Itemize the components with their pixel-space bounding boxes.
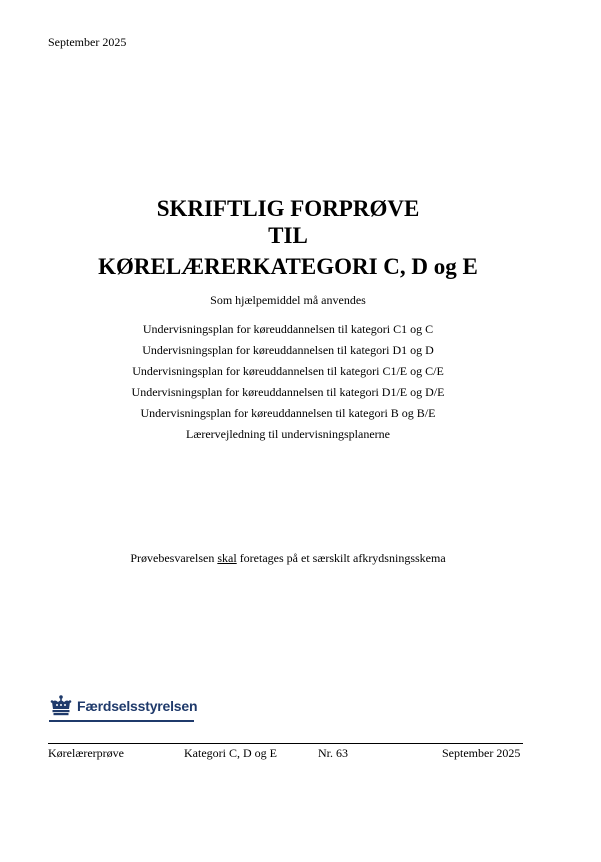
aids-item: Lærervejledning til undervisningsplanerne [186,427,390,441]
answer-note-emphasis: skal [217,551,237,565]
logo-underline [49,720,194,722]
answer-note-start: Prøvebesvarelsen [130,551,218,565]
title-line-1: SKRIFTLIG FORPRØVE [156,196,420,221]
footer-exam: Kørelærerprøve [48,746,124,760]
aids-item: Undervisningsplan for køreuddannelsen til kategori D1/E og D/E [131,385,445,399]
footer-category: Kategori C, D og E [184,746,277,760]
header-date: September 2025 [48,35,127,49]
crown-icon [49,694,73,718]
aids-heading: Som hjælpemiddel må anvendes [210,293,366,307]
answer-note-end: foretages på et særskilt afkrydsningsskema [236,551,446,565]
aids-item: Undervisningsplan for køreuddannelsen til kategori C1/E og C/E [132,364,444,378]
footer-divider [48,743,523,744]
agency-name: Færdselsstyrelsen [77,698,198,714]
aids-item: Undervisningsplan for køreuddannelsen til kategori D1 og D [142,343,434,357]
aids-item: Undervisningsplan for køreuddannelsen til kategori C1 og C [142,322,434,336]
answer-note [0,551,576,566]
footer-number: Nr. 63 [318,746,348,760]
title-line-2: TIL [268,223,308,248]
aids-item: Undervisningsplan for køreuddannelsen til kategori B og B/E [140,406,436,420]
footer-date: September 2025 [442,746,521,760]
aids-list [0,319,576,445]
title-line-3: KØRELÆRERKATEGORI C, D og E [98,254,478,279]
agency-logo [49,693,209,723]
